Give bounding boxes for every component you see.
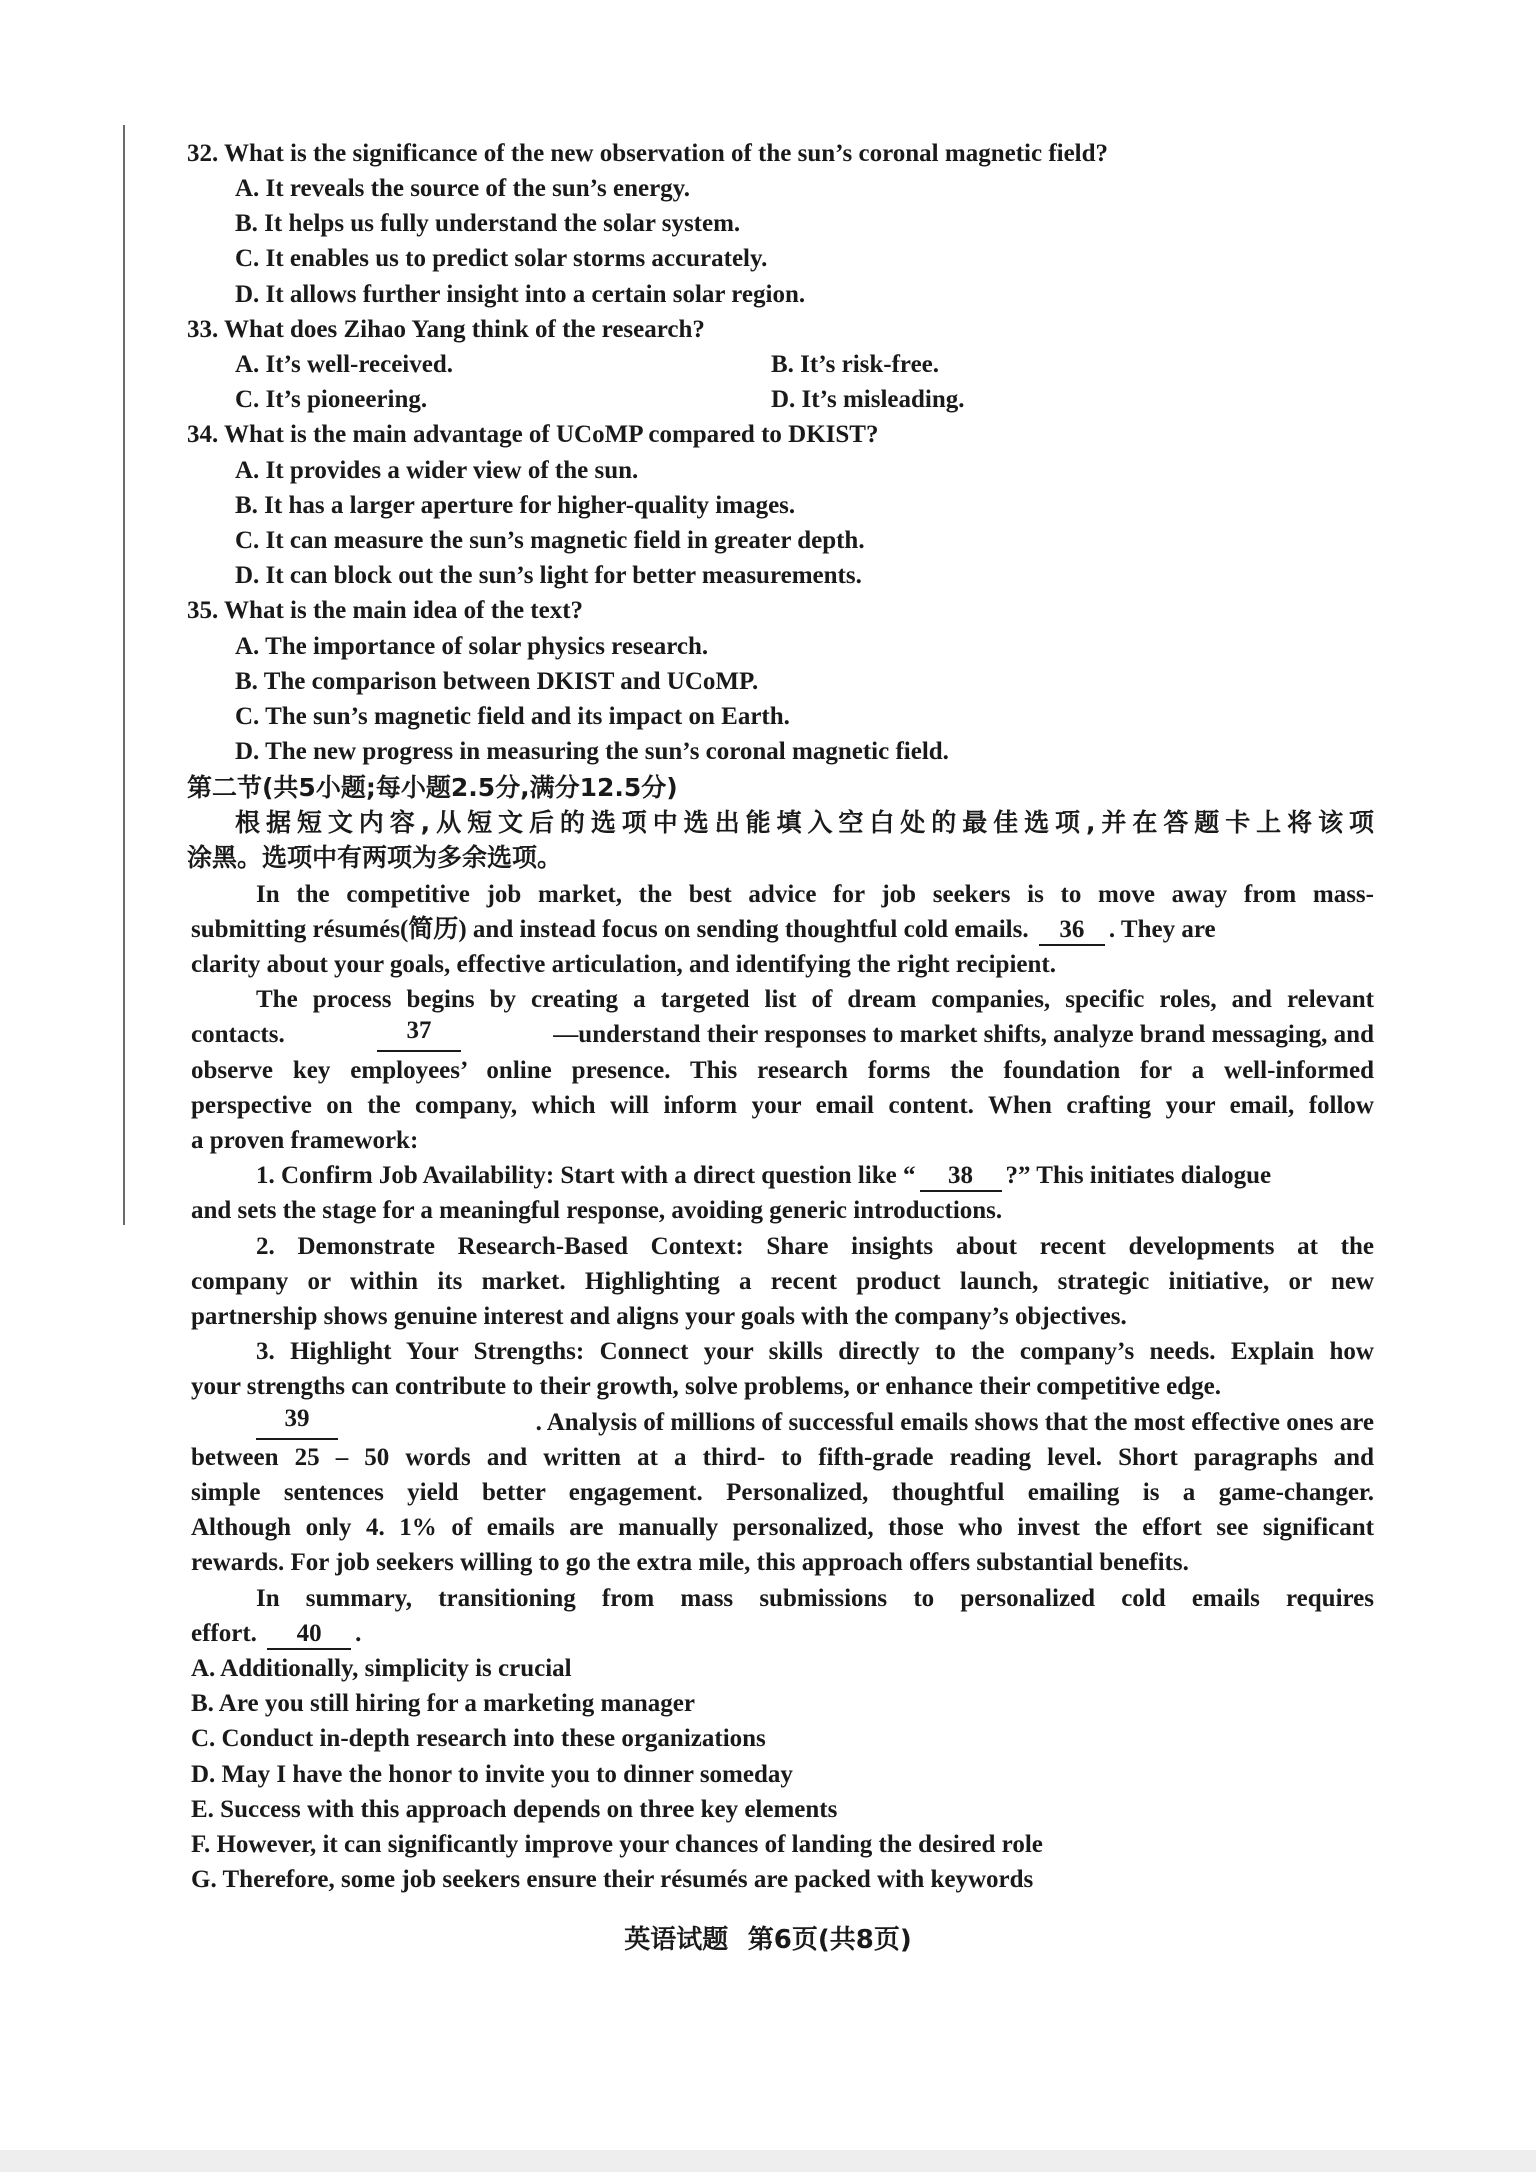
choice-d[interactable]: D. May I have the honor to invite you to dinner someday [191,1761,793,1788]
passage-p3-text: 1. Confirm Job Availability: Start with a direct question like “ [256,1162,916,1189]
question-32-option-d[interactable]: D. It allows further insight into a certain solar region. [235,281,806,308]
question-35-option-b[interactable]: B. The comparison between DKIST and UCoMP. [235,668,759,695]
question-34-option-a[interactable]: A. It provides a wider view of the sun. [235,457,639,484]
passage-p1-text: submitting résumés(简历) and instead focus on sending thoughtful cold emails. [191,916,1029,943]
question-32-stem: 32. What is the significance of the new observation of the sun’s coronal magnetic field? [187,140,1109,167]
question-33-option-d[interactable]: D. It’s misleading. [771,386,965,413]
section-2-heading: 第二节(共5小题;每小题2.5分,满分12.5分) [187,773,678,802]
question-32-option-b[interactable]: B. It helps us fully understand the solar system. [235,210,741,237]
passage-p2-line5: a proven framework: [191,1127,419,1154]
question-33-stem: 33. What does Zihao Yang think of the research? [187,316,705,343]
passage-p2-line2 [191,1017,1374,1052]
choice-e[interactable]: E. Success with this approach depends on three key elements [191,1796,838,1823]
passage-p3-text-after: ?” This initiates dialogue [1005,1162,1272,1189]
passage-p7-text: effort. [191,1620,257,1647]
passage-p6-line5: rewards. For job seekers willing to go the extra mile, this approach offers substantial benefits. [191,1549,1189,1576]
passage-p6-line4: Although only 4. 1% of emails are manually personalized, those who invest the effort see significant [191,1514,1374,1541]
passage-p4-line2: company or within its market. Highlighting a recent product launch, strategic initiative, or new [191,1268,1374,1295]
question-32-option-a[interactable]: A. It reveals the source of the sun’s energy. [235,175,691,202]
passage-p1-line1: In the competitive job market, the best advice for job seekers is to move away from mass- [256,881,1374,908]
passage-p5-line1: 3. Highlight Your Strengths: Connect your skills directly to the company’s needs. Explain how [256,1338,1374,1365]
passage-p4-line3: partnership shows genuine interest and aligns your goals with the company’s objectives. [191,1303,1127,1330]
passage-p6-line1 [256,1405,1374,1440]
question-33-option-a[interactable]: A. It’s well-received. [235,351,453,378]
blank-39[interactable]: 39 [256,1405,338,1440]
section-2-instruction-cont: 涂黑。选项中有两项为多余选项。 [187,843,563,872]
passage-p2-line4: perspective on the company, which will inform your email content. When crafting your email, follow [191,1092,1374,1119]
choice-b[interactable]: B. Are you still hiring for a marketing manager [191,1690,695,1717]
section-2-instruction: 根据短文内容,从短文后的选项中选出能填入空白处的最佳选项,并在答题卡上将该项 [235,808,1374,837]
question-35-stem: 35. What is the main idea of the text? [187,597,584,624]
question-35-option-c[interactable]: C. The sun’s magnetic field and its impact on Earth. [235,703,790,730]
footer-page-number: 第6页(共8页) [747,1925,912,1955]
passage-p5-line2: your strengths can contribute to their growth, solve problems, or enhance their competitive edge. [191,1373,1222,1400]
passage-p3-line2: and sets the stage for a meaningful response, avoiding generic introductions. [191,1197,1003,1224]
passage-p1-text-after: . They are [1108,916,1216,943]
choice-c[interactable]: C. Conduct in-depth research into these organizations [191,1725,766,1752]
blank-36[interactable]: 36 [1039,916,1105,946]
choice-a[interactable]: A. Additionally, simplicity is crucial [191,1655,572,1682]
passage-p1-line2 [191,912,1374,947]
blank-38[interactable]: 38 [920,1162,1002,1192]
footer-subject: 英语试题 [624,1925,729,1955]
passage-p7-text-after: . [355,1620,362,1647]
scan-edge [0,2150,1536,2172]
passage-p2-line3: observe key employees’ online presence. This research forms the foundation for a well-informed [191,1057,1374,1084]
passage-p2-line1: The process begins by creating a targeted list of dream companies, specific roles, and relevant [256,986,1374,1013]
passage-p2-text-after: —understand their responses to market shifts, analyze brand messaging, and [553,1021,1374,1048]
question-33-option-c[interactable]: C. It’s pioneering. [235,386,428,413]
choice-f[interactable]: F. However, it can significantly improve your chances of landing the desired role [191,1831,1043,1858]
question-33-option-b[interactable]: B. It’s risk-free. [771,351,940,378]
passage-p6-line2: between 25 – 50 words and written at a third- to fifth-grade reading level. Short paragraphs and [191,1444,1374,1471]
question-34-stem: 34. What is the main advantage of UCoMP compared to DKIST? [187,421,879,448]
blank-37[interactable]: 37 [377,1017,461,1052]
passage-p7-line1: In summary, transitioning from mass submissions to personalized cold emails requires [256,1585,1374,1612]
page-footer [0,1922,1536,1958]
question-34-option-d[interactable]: D. It can block out the sun’s light for better measurements. [235,562,862,589]
passage-p3-line1 [256,1158,1374,1193]
passage-p1-line3: clarity about your goals, effective articulation, and identifying the right recipient. [191,951,1056,978]
question-34-option-c[interactable]: C. It can measure the sun’s magnetic field in greater depth. [235,527,865,554]
passage-p2-text: contacts. [191,1021,285,1048]
question-34-option-b[interactable]: B. It has a larger aperture for higher-quality images. [235,492,796,519]
blank-40[interactable]: 40 [267,1620,351,1650]
passage-p6-text: . Analysis of millions of successful emails shows that the most effective ones are [535,1409,1374,1436]
passage-p6-line3: simple sentences yield better engagement. Personalized, thoughtful emailing is a game-changer. [191,1479,1374,1506]
question-35-option-d[interactable]: D. The new progress in measuring the sun’s coronal magnetic field. [235,738,949,765]
choice-g[interactable]: G. Therefore, some job seekers ensure their résumés are packed with keywords [191,1866,1034,1893]
passage-p4-line1: 2. Demonstrate Research-Based Context: Share insights about recent developments at the [256,1233,1374,1260]
question-32-option-c[interactable]: C. It enables us to predict solar storms accurately. [235,245,768,272]
question-35-option-a[interactable]: A. The importance of solar physics research. [235,633,709,660]
passage-p7-line2 [191,1616,361,1651]
